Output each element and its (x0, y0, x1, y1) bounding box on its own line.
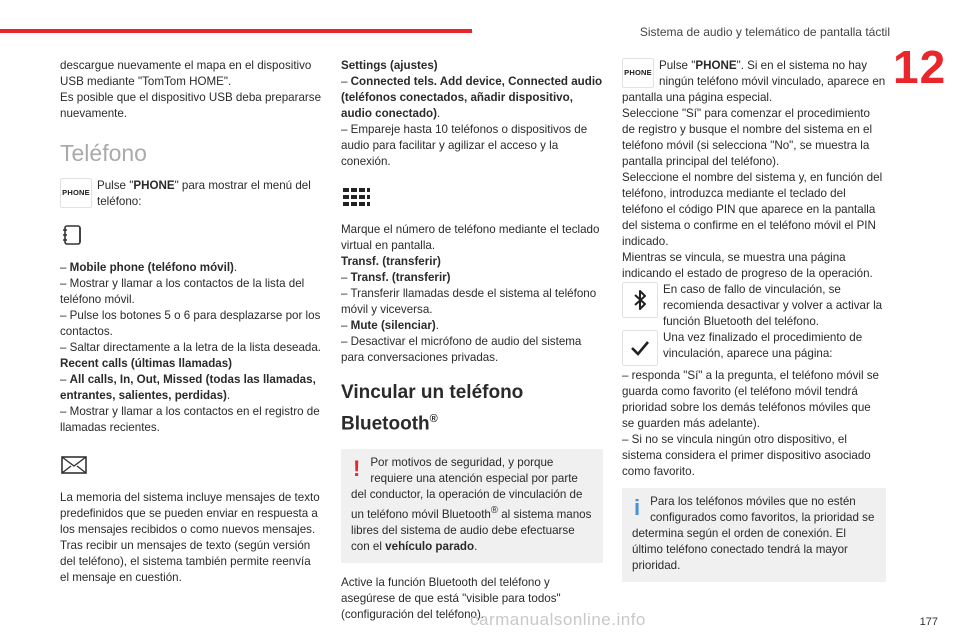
messages-text: Tras recibir un mensajes de texto (según versión del teléfono), el sistema también permite reenvía el mensaje en cuestión. (60, 539, 311, 584)
intro-line: descargue nuevamente el mapa en el dispositivo USB mediante "TomTom HOME". (60, 59, 312, 88)
activate-bluetooth-text: Active la función Bluetooth del teléfono y asegúrese de que está "visible para todos" (configuración del teléfono). (341, 576, 561, 622)
info-text: Para los teléfonos móviles que no estén configurados como favoritos, la prioridad se determina según el orden de conexión. El último teléfono conectado tendrá la mayor prioridad. (632, 495, 875, 572)
contacts-line: – Mostrar y llamar a los contactos de la lista del teléfono móvil. (60, 277, 305, 306)
pairing-done-line: – Si no se vincula ningún otro dispositivo, el sistema considera el primer dispositivo asociado como favorito. (622, 433, 871, 478)
chapter-number: 12 (893, 41, 947, 93)
message-envelope-icon (60, 448, 322, 482)
press-phone-text: Pulse "PHONE" para mostrar el menú del teléfono: (97, 179, 311, 208)
contacts-line: – Pulse los botones 5 o 6 para desplazarse por los contactos. (60, 309, 321, 338)
heading-bluetooth: Vincular un teléfono Bluetooth® (341, 382, 524, 435)
pairing-step: Mientras se vincula, se muestra una página indicando el estado de progreso de la operación. (622, 251, 873, 280)
info-note (622, 488, 886, 582)
contacts-item: – Mobile phone (teléfono móvil). (60, 261, 238, 274)
warning-note (341, 449, 603, 563)
pairing-step: Seleccione "Sí" para comenzar el procedimiento de registro y busque el nombre del sistema en el teléfono móvil (si selecciona "No", se muestra la pantalla principal del teléfono). (622, 107, 873, 168)
header-red-bar (0, 29, 472, 33)
recent-calls-item: – All calls, In, Out, Missed (todas las llamadas, entrantes, salientes, perdidas). (60, 373, 316, 402)
column-left (60, 58, 322, 586)
info-icon: i (634, 495, 641, 520)
settings-title: Settings (ajustes) (341, 59, 438, 72)
intro-line: Es posible que el dispositivo USB deba prepararse nuevamente. (60, 91, 322, 120)
column-right (622, 58, 886, 594)
contacts-line: – Saltar directamente a la letra de la lista deseada. (60, 341, 322, 354)
bluetooth-fail-text: En caso de fallo de vinculación, se recomienda desactivar y volver a activar la función Bluetooth del teléfono. (663, 283, 883, 328)
recent-calls-title: Recent calls (últimas llamadas) (60, 357, 233, 370)
warning-icon: ! (353, 456, 361, 482)
mute-line: – Desactivar el micrófono de audio del sistema para conversaciones privadas. (341, 335, 582, 364)
phone-icon: PHONE (60, 178, 92, 208)
contacts-book-icon (60, 218, 322, 252)
heading-telefono: Teléfono (60, 140, 147, 166)
warning-text: Por motivos de seguridad, y porque requiere una atención especial por parte del conductor, la operación de vinculación de un teléfono móvil Bluetooth® al sistema manos libres del sistema de audio debe efectuarse con el vehículo parado. (351, 456, 592, 554)
keypad-text: Marque el número de teléfono mediante el teclado virtual en pantalla. (341, 223, 600, 252)
pairing-done-text: Una vez finalizado el procedimiento de vinculación, aparece una página: (663, 331, 863, 360)
transfer-line: – Transferir llamadas desde el sistema al teléfono móvil y viceversa. (341, 287, 597, 316)
phone-icon: PHONE (622, 58, 654, 88)
section-title: Sistema de audio y telemático de pantalla táctil (639, 25, 890, 39)
keypad-icon (341, 180, 603, 214)
settings-line: – Empareje hasta 10 teléfonos o dispositivos de audio para facilitar y agilizar el acceso y la conexión. (341, 123, 588, 168)
bluetooth-icon (622, 282, 658, 318)
recent-calls-line: – Mostrar y llamar a los contactos en el registro de llamadas recientes. (60, 405, 320, 434)
settings-item: – Connected tels. Add device, Connected audio (teléfonos conectados, añadir dispositivo, audio conectado). (341, 75, 603, 120)
press-phone-text: Pulse "PHONE". Si en el sistema no hay ningún teléfono móvil vinculado, aparece en pantalla una página especial. (622, 59, 886, 104)
watermark: carmanualsonline.info (470, 610, 646, 629)
mute-item: – Mute (silenciar). (341, 319, 439, 332)
transfer-title: Transf. (transferir) (341, 255, 441, 268)
column-middle (341, 58, 603, 623)
page-number: 177 (919, 616, 938, 628)
messages-text: La memoria del sistema incluye mensajes de texto predefinidos que se pueden enviar en respuesta a los mensajes recibidos o como nuevos mensajes. (60, 491, 320, 536)
pairing-done-line: – responda "Sí" a la pregunta, el teléfono móvil se guarda como favorito (el teléfono móvil tendrá prioridad sobre los demás teléfonos móviles que se guarden más adelante). (622, 369, 880, 430)
transfer-item: – Transf. (transferir) (341, 271, 451, 284)
checkmark-icon (622, 330, 658, 366)
pairing-step: Seleccione el nombre del sistema y, en función del teléfono, introduzca mediante el teclado del teléfono el código PIN que aparece en la pantalla del sistema o confirme en el teléfono móvil el PIN indicado. (622, 171, 883, 248)
